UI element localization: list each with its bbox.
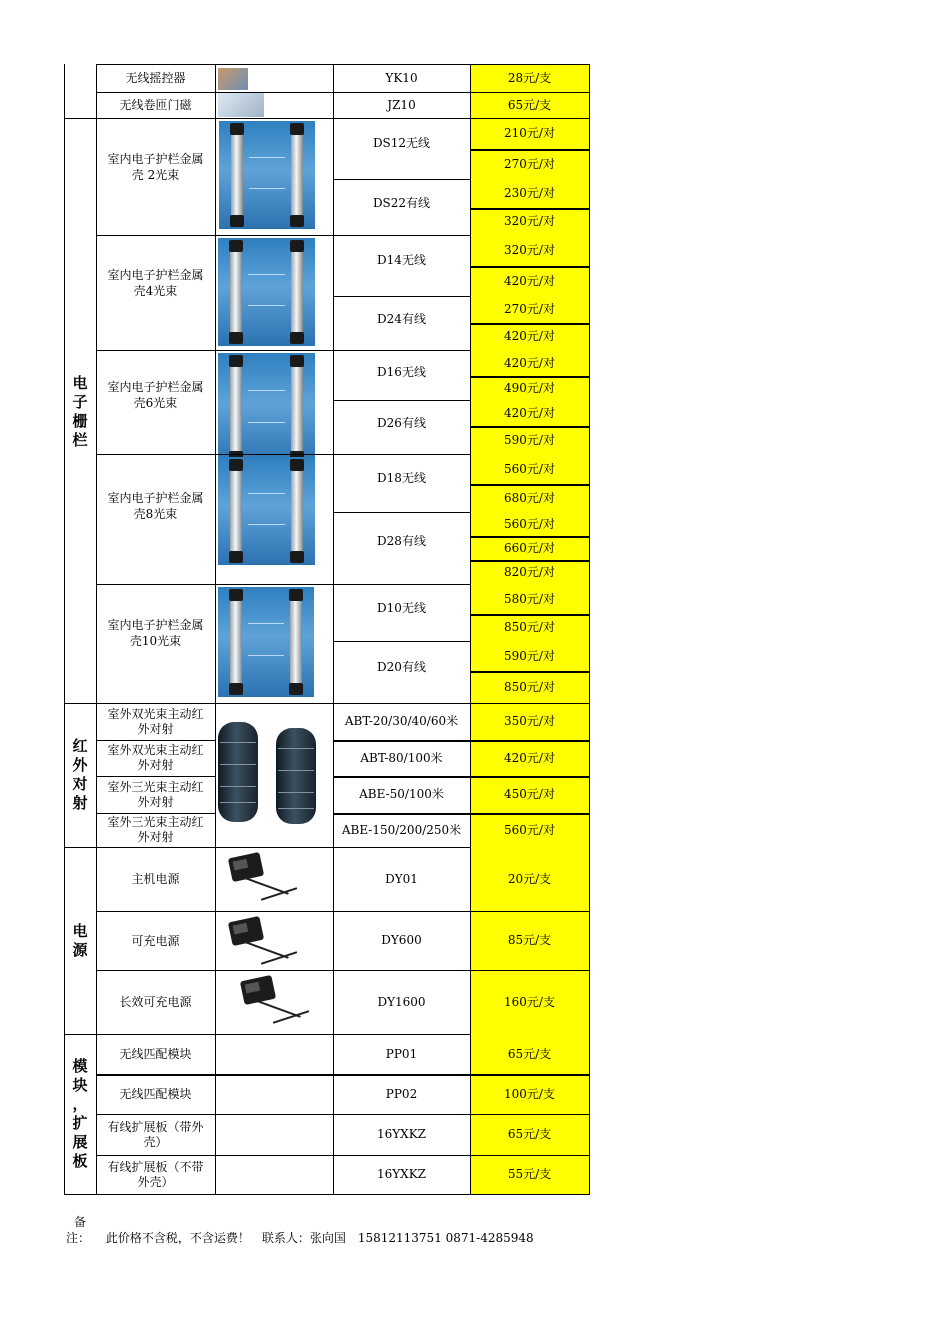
price-value: 210元/对 <box>470 118 589 149</box>
category-label: 电 子 栅 栏 <box>72 374 88 449</box>
price-value: 490元/对 <box>470 376 589 400</box>
price-value: 660元/对 <box>470 536 589 560</box>
model-code: ABE-150/200/250米 <box>341 822 462 837</box>
door-magnet-photo <box>218 93 264 117</box>
product-name: 室内电子护栏金属壳 2光束 <box>107 152 204 182</box>
product-name: 无线摇控器 <box>125 71 186 85</box>
adapter-label <box>233 923 249 935</box>
grid-line <box>470 266 590 268</box>
grid-line <box>96 1155 590 1156</box>
infrared-ridge <box>220 764 256 765</box>
category-label: 红 外 对 射 <box>72 737 88 812</box>
fence-pole <box>230 359 242 459</box>
beam-line <box>248 524 285 525</box>
price-value: 270元/对 <box>470 296 589 323</box>
fence-pole <box>230 244 242 340</box>
price-value: 230元/对 <box>470 179 589 208</box>
product-name: 室外三光束主动红外对射 <box>107 815 204 844</box>
price-value: 420元/对 <box>470 350 589 376</box>
footer-label-1: 备 <box>74 1215 87 1229</box>
product-name: 室内电子护栏金属壳6光束 <box>107 380 204 410</box>
adapter-label <box>233 859 249 871</box>
grid-line <box>96 64 590 65</box>
price-value: 560元/对 <box>470 454 589 484</box>
price-value: 420元/对 <box>470 266 589 296</box>
grid-line <box>215 64 216 1195</box>
price-value: 850元/对 <box>470 614 589 641</box>
price-value: 28元/支 <box>470 64 589 92</box>
price-value: 680元/对 <box>470 484 589 512</box>
grid-line <box>470 426 590 428</box>
beam-line <box>248 305 285 306</box>
fence-cap <box>229 459 243 471</box>
price-value: 320元/对 <box>470 208 589 235</box>
grid-line <box>96 911 590 912</box>
fence-cap <box>289 589 303 601</box>
price-value: 420元/对 <box>470 740 589 776</box>
fence-cap <box>290 240 304 252</box>
product-name: 有线扩展板（带外壳） <box>107 1119 204 1149</box>
grid-line <box>470 671 590 673</box>
fence-pole <box>291 127 303 223</box>
model-code: PP02 <box>385 1086 418 1101</box>
beam-line <box>248 422 285 423</box>
fence-pole <box>231 127 243 223</box>
fence-cap <box>230 123 244 135</box>
model-code: ABE-50/100米 <box>359 787 444 801</box>
category-label: 模 块 ， 扩 展 板 <box>72 1057 88 1170</box>
product-name: 室外双光束主动红外对射 <box>107 743 204 772</box>
grid-line <box>64 1194 590 1195</box>
model-code: D26有线 <box>377 416 426 430</box>
price-value: 580元/对 <box>470 584 589 614</box>
grid-line <box>96 1114 590 1115</box>
grid-line <box>96 1074 590 1076</box>
price-value: 850元/对 <box>470 671 589 703</box>
model-code: DY01 <box>385 871 418 886</box>
fence-photo <box>218 457 315 565</box>
footer-label-2: 注： <box>66 1231 91 1245</box>
infrared-ridge <box>220 742 256 743</box>
fence-cap <box>229 589 243 601</box>
product-name: 室内电子护栏金属壳10光束 <box>107 618 204 648</box>
price-value: 320元/对 <box>470 235 589 266</box>
grid-line <box>470 64 471 1195</box>
grid-line <box>96 776 216 777</box>
grid-line <box>470 376 590 378</box>
product-name: 主机电源 <box>131 872 180 886</box>
fence-cap <box>229 355 243 367</box>
grid-line <box>470 560 590 562</box>
price-value: 590元/对 <box>470 641 589 671</box>
infrared-unit <box>276 728 316 824</box>
price-value: 420元/对 <box>470 323 589 350</box>
fence-photo <box>218 353 315 465</box>
model-code: ABT-80/100米 <box>360 750 443 765</box>
model-code: YK10 <box>385 70 418 85</box>
grid-line <box>96 740 216 741</box>
price-value: 85元/支 <box>470 911 589 970</box>
fence-pole <box>291 244 303 340</box>
fence-pole <box>291 463 303 559</box>
infrared-ridge <box>220 786 256 787</box>
fence-cap <box>290 355 304 367</box>
product-name: 可充电源 <box>131 933 180 948</box>
grid-line <box>470 536 590 538</box>
fence-cap <box>230 215 244 227</box>
fence-cap <box>229 332 243 344</box>
model-code: 16YXKZ <box>376 1127 427 1141</box>
grid-line <box>589 64 590 1195</box>
grid-line <box>64 64 65 1195</box>
model-code: 16YXKZ <box>376 1167 427 1181</box>
model-code: D20有线 <box>377 660 426 674</box>
price-value: 65元/支 <box>470 1114 589 1155</box>
price-value: 55元/支 <box>470 1155 589 1194</box>
grid-line <box>470 323 590 325</box>
product-name: 有线扩展板（不带外壳） <box>107 1159 204 1189</box>
grid-line <box>333 740 590 742</box>
fence-cap <box>290 123 304 135</box>
grid-line <box>470 614 590 616</box>
price-value: 560元/对 <box>470 813 589 847</box>
price-value: 420元/对 <box>470 400 589 426</box>
grid-line <box>64 118 590 119</box>
beam-line <box>249 157 285 158</box>
footer-note <box>66 1214 534 1246</box>
fence-pole <box>291 359 303 459</box>
model-code: D14无线 <box>377 253 426 267</box>
beam-line <box>248 390 285 391</box>
model-code: D18无线 <box>377 471 426 485</box>
fence-photo <box>218 587 314 697</box>
product-name: 长效可充电源 <box>119 995 192 1009</box>
fence-cap <box>290 215 304 227</box>
model-code: PP01 <box>385 1046 418 1061</box>
fence-cap <box>229 240 243 252</box>
product-name: 无线匹配模块 <box>119 1086 192 1101</box>
fence-cap <box>290 332 304 344</box>
model-code: DY600 <box>381 933 422 947</box>
grid-line <box>333 64 334 1195</box>
infrared-ridge <box>278 808 314 809</box>
beam-line <box>248 623 284 624</box>
fence-cap <box>229 551 243 563</box>
model-code: DY1600 <box>377 994 426 1009</box>
fence-pole <box>230 463 242 559</box>
price-value: 20元/支 <box>470 847 589 911</box>
fence-pole <box>290 593 302 691</box>
infrared-ridge <box>278 792 314 793</box>
beam-line <box>249 188 285 189</box>
price-value: 65元/支 <box>470 1034 589 1074</box>
footer-text: 此价格不含税，不含运费！ 联系人：张向国 15812113751 0871-4285948 <box>105 1231 534 1245</box>
model-code: JZ10 <box>387 97 416 112</box>
adapter-label <box>245 982 261 994</box>
grid-line <box>96 64 97 1195</box>
price-value: 160元/支 <box>470 970 589 1034</box>
remote-control-photo <box>218 68 248 90</box>
grid-line <box>333 776 590 778</box>
fence-pole <box>230 593 242 691</box>
category-label: 电 源 <box>72 921 88 959</box>
price-value: 450元/对 <box>470 776 589 813</box>
model-code: ABT-20/30/40/60米 <box>344 714 459 728</box>
product-name: 无线匹配模块 <box>119 1046 192 1061</box>
fence-photo <box>219 121 315 229</box>
model-code: D24有线 <box>377 312 426 326</box>
model-code: D16无线 <box>377 365 426 379</box>
beam-line <box>248 493 285 494</box>
fence-cap <box>289 683 303 695</box>
product-name: 室内电子护栏金属壳4光束 <box>107 268 204 298</box>
grid-line <box>333 813 590 815</box>
grid-line <box>96 813 216 814</box>
price-value: 820元/对 <box>470 560 589 584</box>
product-name: 室外三光束主动红外对射 <box>107 779 204 809</box>
grid-line <box>470 208 590 210</box>
fence-cap <box>290 551 304 563</box>
infrared-ridge <box>278 748 314 749</box>
beam-line <box>248 274 285 275</box>
grid-line <box>470 149 590 151</box>
grid-line <box>470 484 590 486</box>
infrared-unit <box>218 722 258 822</box>
grid-line <box>96 970 590 971</box>
fence-photo <box>218 238 315 346</box>
price-value: 100元/支 <box>470 1074 589 1114</box>
model-code: D10无线 <box>377 601 426 615</box>
product-name: 室内电子护栏金属壳8光束 <box>107 491 204 521</box>
model-code: D28有线 <box>377 534 426 548</box>
price-value: 350元/对 <box>470 703 589 740</box>
beam-line <box>248 655 284 656</box>
infrared-ridge <box>278 770 314 771</box>
price-value: 560元/对 <box>470 512 589 536</box>
fence-cap <box>229 683 243 695</box>
product-name: 无线卷匝门磁 <box>119 98 192 112</box>
infrared-ridge <box>220 802 256 803</box>
product-name: 室外双光束主动红外对射 <box>107 706 204 736</box>
model-code: DS12无线 <box>372 136 431 150</box>
model-code: DS22有线 <box>372 196 431 210</box>
fence-cap <box>290 459 304 471</box>
grid-line <box>64 703 590 704</box>
price-value: 65元/支 <box>470 92 589 118</box>
price-value: 590元/对 <box>470 426 589 454</box>
price-value: 270元/对 <box>470 149 589 179</box>
grid-line <box>96 92 590 93</box>
